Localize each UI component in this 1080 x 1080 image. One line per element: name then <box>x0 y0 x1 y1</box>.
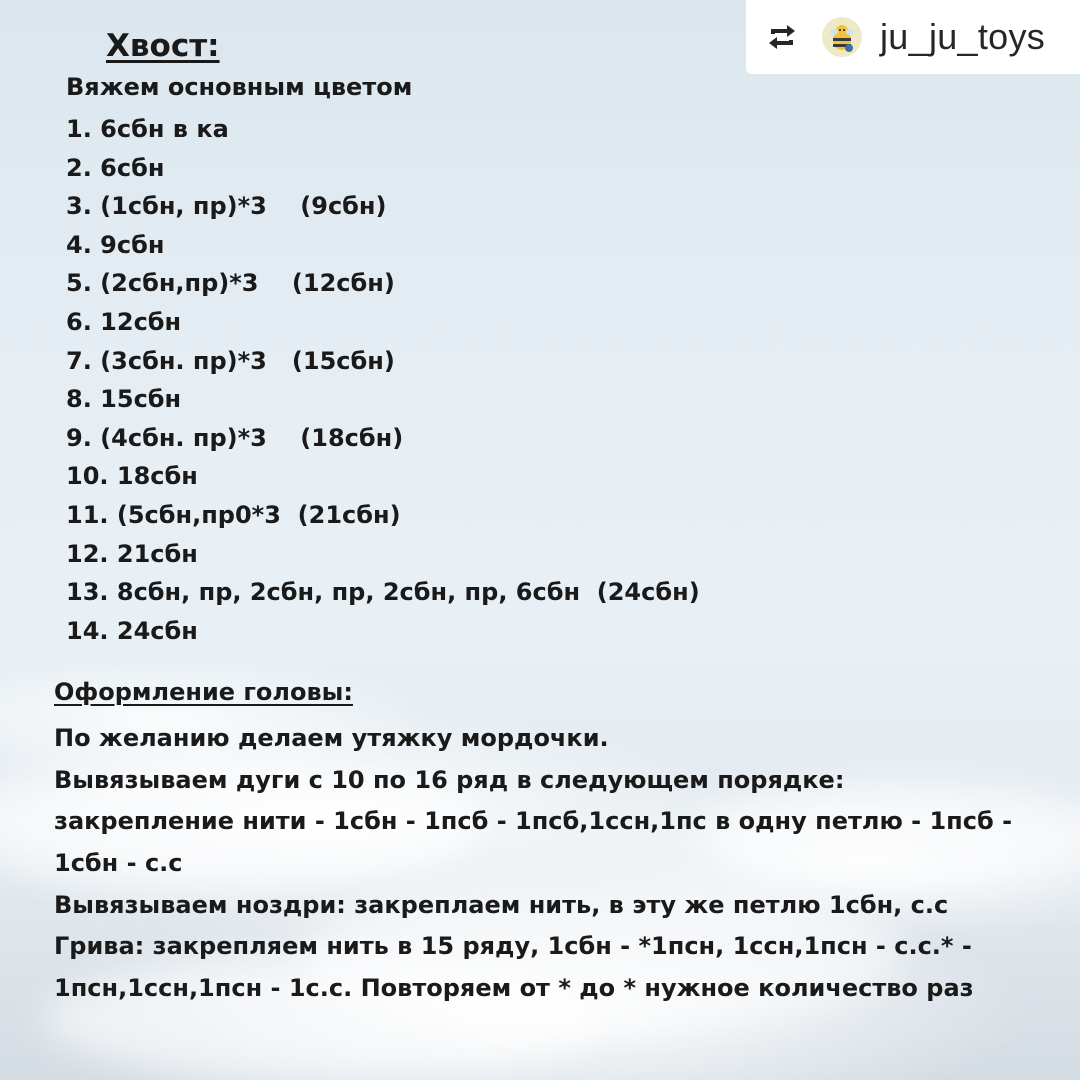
tail-row: 6. 12сбн <box>66 307 182 336</box>
instruction-line: закрепление нити - 1сбн - 1псб - 1псб,1ссн,1пс в одну петлю - 1псб - <box>54 807 1013 836</box>
tail-row: 10. 18сбн <box>66 462 198 491</box>
instruction-line: 1сбн - с.с <box>54 849 183 878</box>
tail-row: 8. 15сбн <box>66 385 182 414</box>
head-section-title: Оформление головы: <box>54 678 353 706</box>
instruction-line: Вывязываем ноздри: закреплаем нить, в эту же петлю 1сбн, с.с <box>54 890 949 919</box>
tail-rows-list <box>66 110 700 650</box>
head-instructions <box>54 718 1080 1010</box>
repost-badge[interactable] <box>746 0 1080 74</box>
instruction-line: Грива: закрепляем нить в 15 ряду, 1сбн - *1псн, 1ссн,1псн - с.с.* - <box>54 932 972 961</box>
tail-row: 14. 24сбн <box>66 616 198 645</box>
account-handle[interactable]: ju_ju_toys <box>880 16 1046 57</box>
tail-row: 2. 6сбн <box>66 153 165 182</box>
instruction-line: 1псн,1ссн,1псн - 1с.с. Повторяем от * до * нужное количество раз <box>54 974 974 1003</box>
bee-avatar-icon[interactable] <box>822 17 862 57</box>
tail-row: 1. 6сбн в ка <box>66 115 229 143</box>
tail-row: 11. (5сбн,пр0*3 (21сбн) <box>66 500 401 529</box>
tail-subtitle: Вяжем основным цветом <box>66 73 413 101</box>
tail-row: 5. (2сбн,пр)*3 (12сбн) <box>66 269 395 298</box>
tail-section-title: Хвост: <box>106 28 220 64</box>
tail-row: 4. 9сбн <box>66 230 165 259</box>
tail-row: 3. (1сбн, пр)*3 (9сбн) <box>66 192 387 221</box>
tail-row: 13. 8сбн, пр, 2сбн, пр, 2сбн, пр, 6сбн (24сбн) <box>66 578 700 607</box>
tail-row: 9. (4сбн. пр)*3 (18сбн) <box>66 423 404 452</box>
repost-icon <box>764 22 800 52</box>
tail-row: 12. 21сбн <box>66 539 198 568</box>
instruction-line: Вывязываем дуги с 10 по 16 ряд в следующем порядке: <box>54 765 845 794</box>
tail-row: 7. (3сбн. пр)*3 (15сбн) <box>66 346 395 375</box>
instruction-line: По желанию делаем утяжку мордочки. <box>54 724 609 752</box>
